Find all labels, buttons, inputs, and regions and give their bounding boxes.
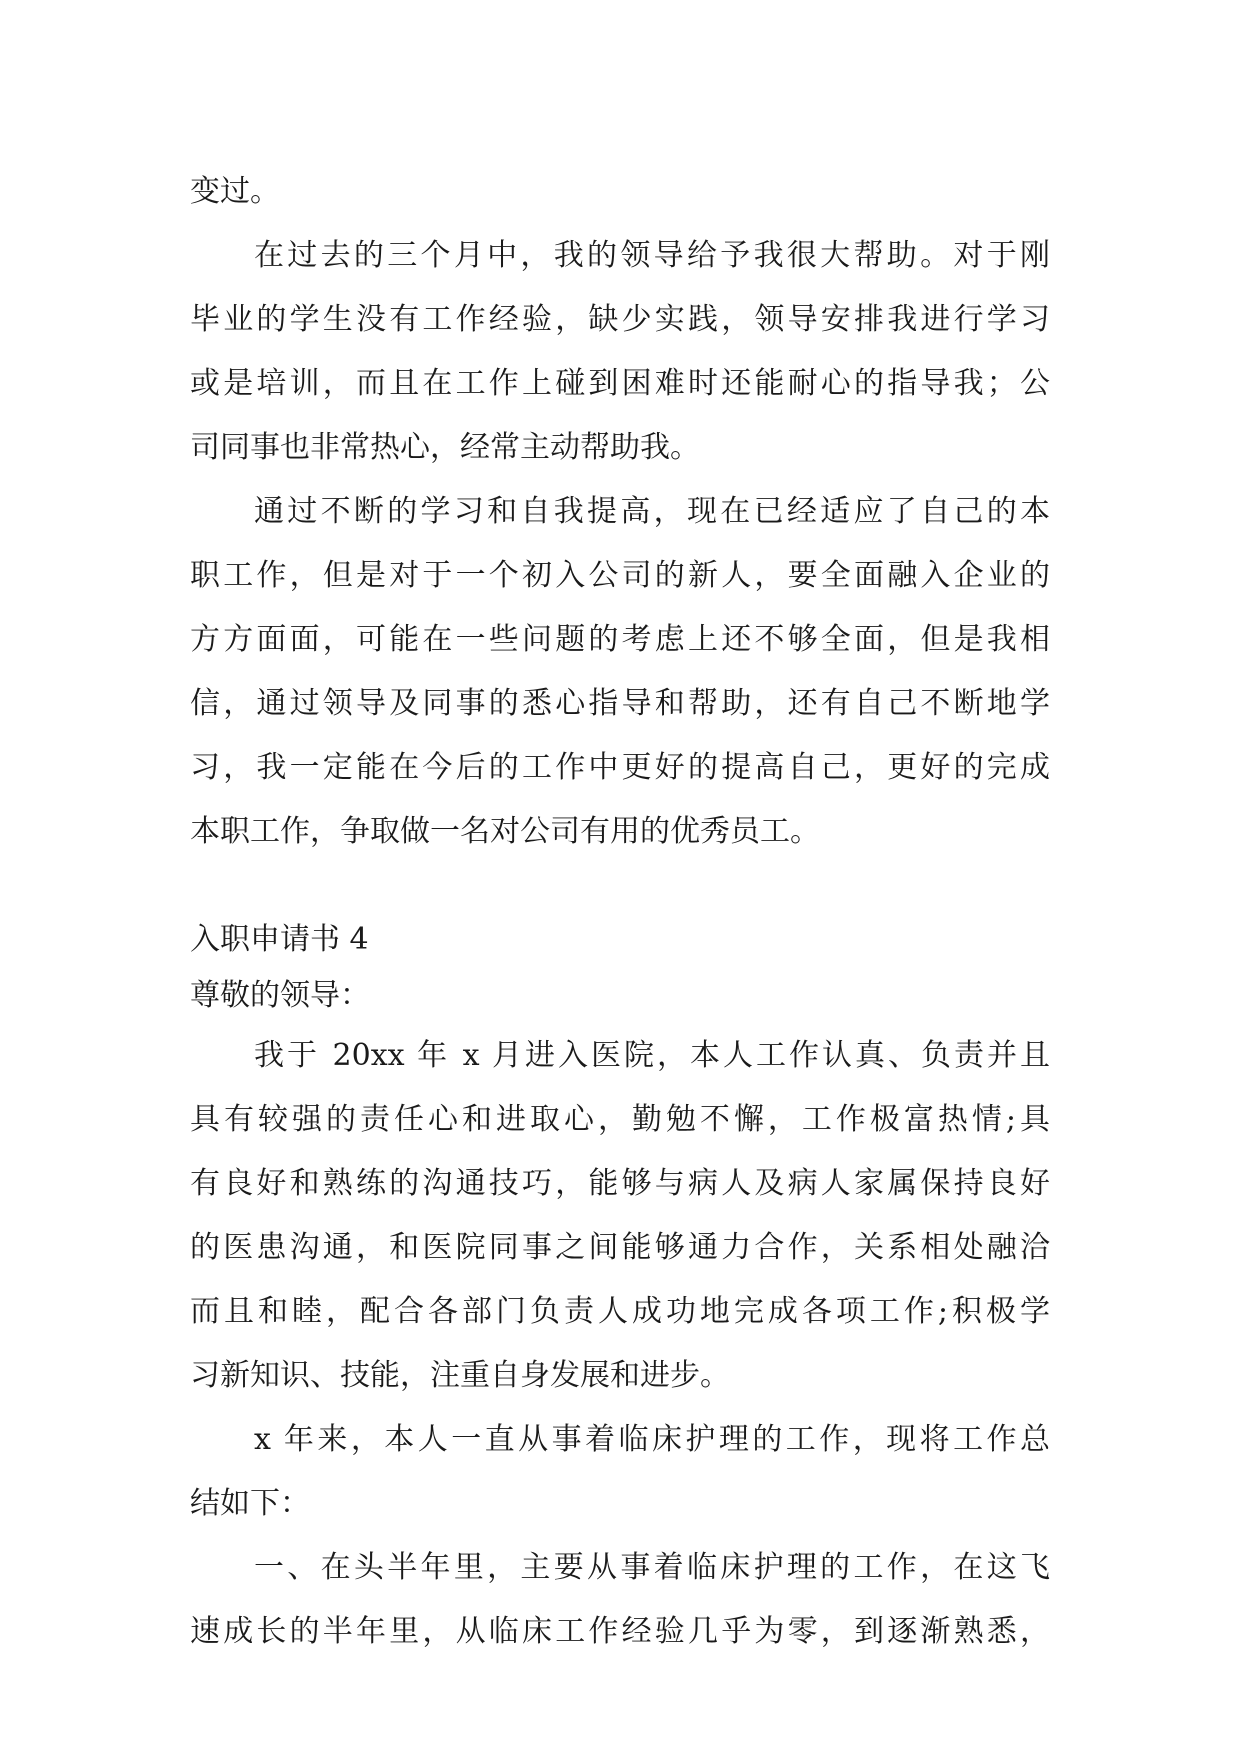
paragraph-line: 一、在头半年里，主要从事着临床护理的工作，在这飞 <box>254 1550 1050 1585</box>
paragraph-line: 结如下： <box>190 1486 310 1521</box>
paragraph-line: 有良好和熟练的沟通技巧，能够与病人及病人家属保持良好 <box>190 1166 1050 1201</box>
paragraph-line: 变过。 <box>190 174 280 209</box>
paragraph-line: x 年来，本人一直从事着临床护理的工作，现将工作总 <box>254 1422 1050 1457</box>
section-title: 入职申请书 4 <box>190 922 369 957</box>
paragraph-line: 通过不断的学习和自我提高，现在已经适应了自己的本 <box>254 494 1050 529</box>
paragraph-line: 司同事也非常热心，经常主动帮助我。 <box>190 430 700 465</box>
paragraph-line: 具有较强的责任心和进取心，勤勉不懈，工作极富热情;具 <box>190 1102 1050 1137</box>
salutation: 尊敬的领导： <box>190 978 370 1013</box>
paragraph-line: 在过去的三个月中，我的领导给予我很大帮助。对于刚 <box>254 238 1050 273</box>
paragraph <box>190 1408 1050 1536</box>
paragraph-line: 信，通过领导及同事的悉心指导和帮助，还有自己不断地学 <box>190 686 1050 721</box>
paragraph <box>190 224 1050 480</box>
paragraph-line: 的医患沟通，和医院同事之间能够通力合作，关系相处融洽 <box>190 1230 1050 1265</box>
paragraph <box>190 480 1050 864</box>
document-body <box>190 160 1050 1664</box>
paragraph-line: 我于 20xx 年 x 月进入医院，本人工作认真、负责并且 <box>254 1038 1050 1073</box>
paragraph-line: 职工作，但是对于一个初入公司的新人，要全面融入企业的 <box>190 558 1050 593</box>
paragraph-line: 方方面面，可能在一些问题的考虑上还不够全面，但是我相 <box>190 622 1050 657</box>
paragraph <box>190 1024 1050 1408</box>
section-gap <box>190 864 1050 912</box>
paragraph-line: 习，我一定能在今后的工作中更好的提高自己，更好的完成 <box>190 750 1050 785</box>
paragraph <box>190 1536 1050 1664</box>
paragraph-line: 或是培训，而且在工作上碰到困难时还能耐心的指导我；公 <box>190 366 1050 401</box>
paragraph-line: 习新知识、技能，注重自身发展和进步。 <box>190 1358 730 1393</box>
paragraph-line: 而且和睦，配合各部门负责人成功地完成各项工作;积极学 <box>190 1294 1050 1329</box>
paragraph-line: 速成长的半年里，从临床工作经验几乎为零，到逐渐熟悉， <box>190 1614 1050 1649</box>
paragraph-line: 本职工作，争取做一名对公司有用的优秀员工。 <box>190 814 820 849</box>
paragraph-line: 毕业的学生没有工作经验，缺少实践，领导安排我进行学习 <box>190 302 1050 337</box>
